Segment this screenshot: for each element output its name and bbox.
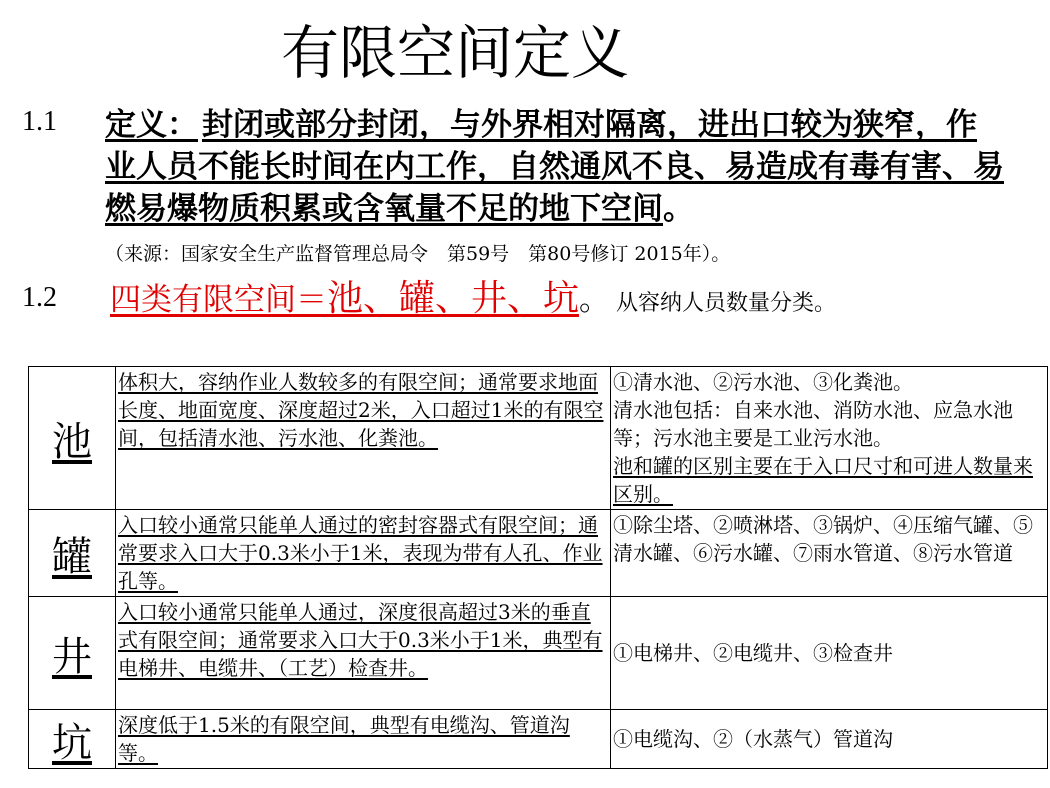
section-2-number: 1.2 xyxy=(22,282,57,313)
type-name: 坑 xyxy=(52,719,92,766)
type-description: 体积大，容纳作业人数较多的有限空间；通常要求地面长度、地面宽度、深度超过2米，入口超过1米的有限空间，包括清水池、污水池、化粪池。 xyxy=(118,370,604,450)
space-types-table xyxy=(28,366,1048,769)
type-name-cell xyxy=(29,367,116,510)
type-description: 入口较小通常只能单人通过，深度很高超过3米的垂直式有限空间；通常要求入口大于0.3米小于1米，典型有电梯井、电缆井、（工艺）检查井。 xyxy=(118,600,603,680)
table-row xyxy=(29,510,1048,597)
type-name-cell xyxy=(29,710,116,769)
definition-label: 定义： xyxy=(105,107,198,143)
four-types-dot: 。 xyxy=(579,282,611,318)
definition-text: 封闭或部分封闭，与外界相对隔离，进出口较为狭窄，作业人员不能长时间在内工作，自然通风不良、易造成有毒有害、易燃易爆物质积累或含氧量不足的地下空间 xyxy=(105,107,1004,227)
page-title: 有限空间定义 xyxy=(280,19,629,87)
four-types-tail: 从容纳人员数量分类。 xyxy=(616,291,837,316)
type-description-cell xyxy=(116,510,611,597)
type-name-cell xyxy=(29,510,116,597)
type-examples-cell xyxy=(611,710,1048,769)
type-description: 入口较小通常只能单人通过的密封容器式有限空间；通常要求入口大于0.3米小于1米，表现为带有人孔、作业孔等。 xyxy=(118,513,603,593)
four-types-prefix: 四类有限空间＝ xyxy=(110,282,327,318)
table-row xyxy=(29,367,1048,510)
type-name: 井 xyxy=(52,633,92,680)
section-1-number: 1.1 xyxy=(22,106,57,137)
type-name: 池 xyxy=(52,418,92,465)
section-1-definition xyxy=(105,104,1005,230)
type-description-cell xyxy=(116,597,611,710)
section-2-heading xyxy=(110,278,1030,325)
type-description-cell xyxy=(116,710,611,769)
type-name-cell xyxy=(29,597,116,710)
type-examples-detail: 清水池包括：自来水池、消防水池、应急水池等；污水池主要是工业污水池。 xyxy=(613,398,1013,450)
type-examples: ①电缆沟、②（水蒸气）管道沟 xyxy=(613,727,893,751)
four-types-list: 池、罐、井、坑 xyxy=(327,278,580,319)
type-name: 罐 xyxy=(52,533,92,580)
type-examples-cell xyxy=(611,510,1048,597)
type-description: 深度低于1.5米的有限空间，典型有电缆沟、管道沟等。 xyxy=(118,713,570,765)
type-examples: ①清水池、②污水池、③化粪池。 xyxy=(613,370,913,394)
definition-source: （来源：国家安全生产监督管理总局令 第59号 第80号修订 2015年）。 xyxy=(105,243,731,265)
type-description-cell xyxy=(116,367,611,510)
type-examples-note-text: 池和罐的区别主要在于入口尺寸和可进人数量来区别。 xyxy=(613,454,1033,506)
table-row xyxy=(29,597,1048,710)
type-examples-cell xyxy=(611,367,1048,510)
table-row xyxy=(29,710,1048,769)
type-examples: ①电梯井、②电缆井、③检查井 xyxy=(613,641,893,665)
type-examples-note xyxy=(613,452,1045,508)
type-examples: ①除尘塔、②喷淋塔、③锅炉、④压缩气罐、⑤清水罐、⑥污水罐、⑦雨水管道、⑧污水管道 xyxy=(613,513,1033,565)
definition-end: 。 xyxy=(663,191,694,227)
type-examples-cell xyxy=(611,597,1048,710)
